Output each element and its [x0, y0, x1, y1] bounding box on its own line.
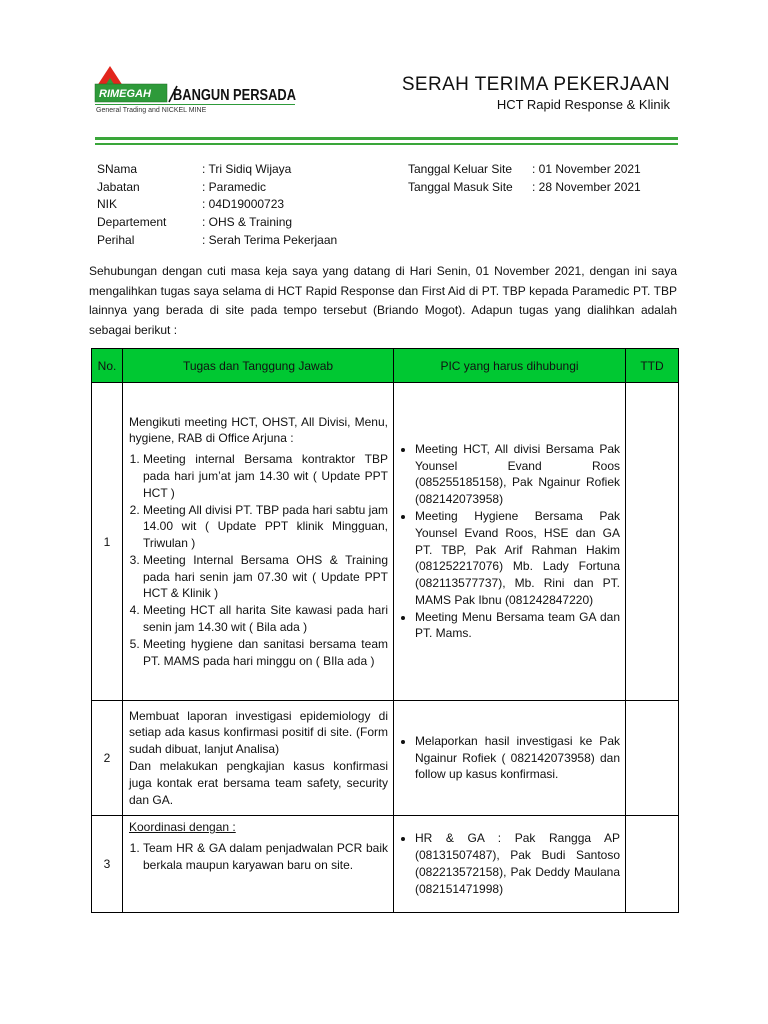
logo-text: RIMEGAH: [99, 88, 151, 100]
pic-list: [400, 733, 620, 783]
info-label: Departement: [97, 215, 167, 230]
row-number: 3: [92, 816, 123, 913]
col-header-task: Tugas dan Tanggung Jawab: [123, 349, 394, 383]
info-value: : 28 November 2021: [532, 179, 641, 194]
task-table: [91, 348, 679, 913]
info-row-subject: [97, 232, 337, 250]
pic-cell: [394, 701, 626, 816]
signature-cell: [626, 383, 679, 701]
info-label: Tanggal Keluar Site: [408, 162, 513, 176]
info-label: Jabatan: [97, 179, 140, 194]
pic-item: • Meeting HCT, All divisi Bersama Pak Younsel Evand Roos (085255185158), Pak Ngainur Rofiek (082142073958): [415, 441, 620, 508]
company-name: BANGUN PERSADA: [173, 87, 297, 104]
task-item: 3. Meeting Internal Bersama OHS & Training pada hari senin jam 07.30 wit ( Update PPT HCT & Klinik ): [143, 552, 388, 602]
page-subtitle: HCT Rapid Response & Klinik: [496, 97, 670, 112]
table-header-row: [92, 349, 679, 383]
task-paragraph: Dan melakukan pengkajian kasus konfirmasi juga kontak erat bersama team safety, security dan GA.: [129, 759, 388, 807]
info-value: : 04D19000723: [202, 197, 285, 212]
info-row-nik: [97, 196, 337, 214]
task-paragraph: Membuat laporan investigasi epidemiology di setiap ada kasus konfirmasi positif di site. (Form sudah dibuat, lanjut Analisa): [129, 708, 388, 757]
info-label: SNama: [97, 162, 138, 176]
signature-cell: [626, 701, 679, 816]
pic-cell: [394, 816, 626, 913]
intro-paragraph: Sehubungan dengan cuti masa keja saya yang datang di Hari Senin, 01 November 2021, dengan ini saya mengalihkan tugas saya selama di HCT Rapid Response dan First Aid di PT. TBP kepada Paramedic PT. TBP lainnya yang berada di site pada tempo tersebut (Briando Mogot). Adapun tugas yang dialihkan adalah sebagai berikut :: [89, 264, 677, 338]
row-number: 2: [92, 701, 123, 816]
task-cell: [123, 383, 394, 701]
info-value: : Paramedic: [202, 179, 267, 194]
signature-cell: [626, 816, 679, 913]
col-header-pic: PIC yang harus dihubungi: [394, 349, 626, 383]
col-header-ttd: TTD: [626, 349, 679, 383]
col-header-no: No.: [92, 349, 123, 383]
pic-list: [400, 441, 620, 643]
pic-item: • Meeting Hygiene Bersama Pak Younsel Evand Roos, HSE dan GA PT. TBP, Pak Arif Rahman Hakim (081252217076) Mb. Lady Fortuna (082113577737), Mb. Rini dan PT. MAMS Pak Ibnu (081242847220): [415, 508, 620, 609]
table-row: [92, 383, 679, 701]
info-row-department: [97, 214, 337, 232]
page-title: SERAH TERIMA PEKERJAAN: [401, 74, 670, 95]
pic-item: • HR & GA : Pak Rangga AP (08131507487), Pak Budi Santoso (082213572158), Pak Deddy Maulana (082151471998): [415, 830, 620, 897]
task-list: [129, 451, 388, 669]
info-value: : Tri Sidiq Wijaya: [202, 162, 292, 176]
info-row-entry-date: [408, 179, 641, 197]
info-label: Perihal: [97, 232, 135, 247]
task-item: 4. Meeting HCT all harita Site kawasi pada hari senin jam 14.30 wit ( Bila ada ): [143, 602, 388, 636]
task-item: 2. Meeting All divisi PT. TBP pada hari sabtu jam 14.00 wit ( Update PPT klinik Mingguan, Triwulan ): [143, 502, 388, 552]
task-intro: Mengikuti meeting HCT, OHST, All Divisi, Menu, hygiene, RAB di Office Arjuna :: [129, 414, 388, 446]
site-dates: [408, 161, 641, 196]
pic-item: • Melaporkan hasil investigasi ke Pak Ngainur Rofiek ( 082142073958) dan follow up kasus konfirmasi.: [415, 733, 620, 783]
task-cell: [123, 816, 394, 913]
info-row-name: [97, 161, 337, 179]
task-item: 1. Team HR & GA dalam penjadwalan PCR baik berkala maupun karyawan baru on site.: [143, 840, 388, 874]
task-cell: [123, 701, 394, 816]
company-tagline: General Trading and NICKEL MINE: [96, 107, 207, 114]
table-row: [92, 701, 679, 816]
pic-cell: [394, 383, 626, 701]
info-value: : 01 November 2021: [532, 162, 641, 176]
task-list: [129, 840, 388, 874]
header-divider-thin: [95, 143, 678, 145]
pic-item: • Meeting Menu Bersama team GA dan PT. Mams.: [415, 609, 620, 643]
task-item: 1. Meeting internal Bersama kontraktor TBP pada hari jum’at jam 14.30 wit ( Update PPT HCT ): [143, 451, 388, 501]
info-value: : Serah Terima Pekerjaan: [202, 232, 338, 247]
row-number: 1: [92, 383, 123, 701]
header-divider: [95, 137, 678, 140]
info-value: : OHS & Training: [202, 215, 293, 230]
info-label: Tanggal Masuk Site: [408, 179, 513, 194]
table-row: [92, 816, 679, 913]
pic-list: [400, 830, 620, 897]
info-label: NIK: [97, 197, 118, 212]
info-row-position: [97, 179, 337, 197]
task-heading: Koordinasi dengan :: [129, 820, 236, 834]
task-item: 5. Meeting hygiene dan sanitasi bersama team PT. MAMS pada hari minggu on ( BIla ada ): [143, 636, 388, 670]
employee-info: [97, 161, 337, 250]
info-row-exit-date: [408, 161, 641, 179]
